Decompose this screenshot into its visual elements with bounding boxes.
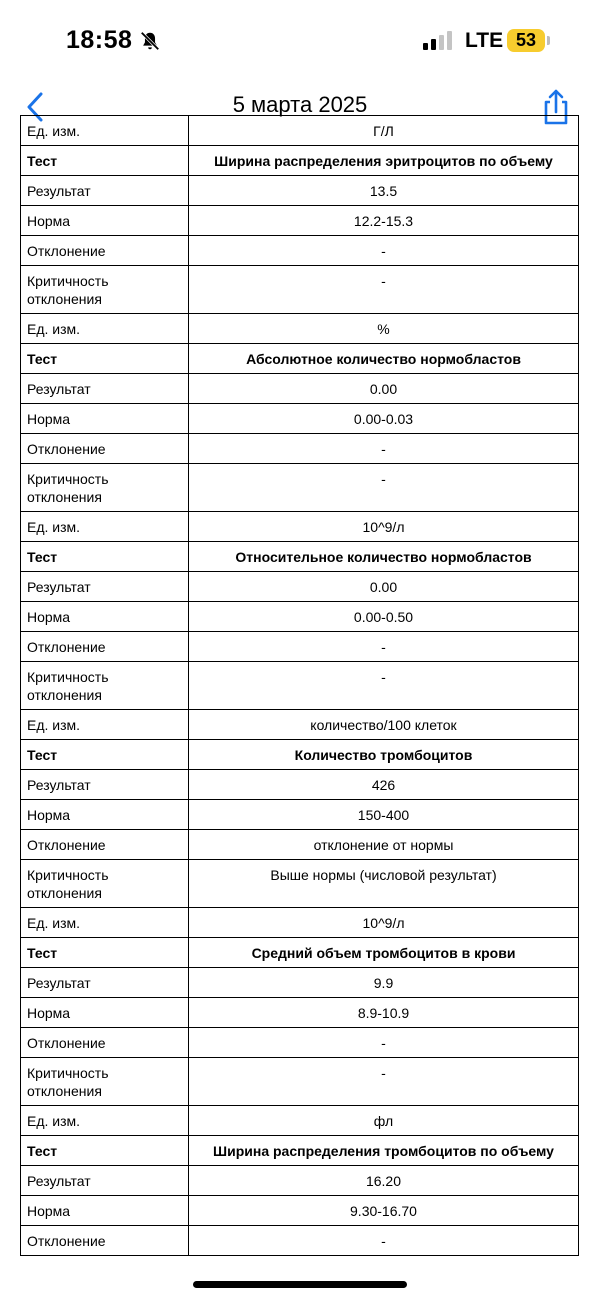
row-label: Ед. изм. <box>21 1106 189 1136</box>
table-row <box>21 314 579 344</box>
row-label: Тест <box>21 938 189 968</box>
row-label: Норма <box>21 1196 189 1226</box>
battery-level: 53 <box>507 29 545 52</box>
row-label: Результат <box>21 572 189 602</box>
test-name: Относительное количество нормобластов <box>189 542 579 572</box>
row-label: Результат <box>21 1166 189 1196</box>
row-value: - <box>189 266 579 314</box>
row-value: - <box>189 632 579 662</box>
row-value: 10^9/л <box>189 908 579 938</box>
row-value: - <box>189 464 579 512</box>
table-row <box>21 374 579 404</box>
page-title: 5 марта 2025 <box>232 92 368 117</box>
row-label: Ед. изм. <box>21 314 189 344</box>
test-header-row <box>21 146 579 176</box>
row-value: - <box>189 662 579 710</box>
table-row <box>21 236 579 266</box>
table-row <box>21 830 579 860</box>
row-value: 16.20 <box>189 1166 579 1196</box>
table-row <box>21 1166 579 1196</box>
row-label: Ед. изм. <box>21 116 189 146</box>
row-label: Отклонение <box>21 632 189 662</box>
table-row <box>21 176 579 206</box>
row-value: 9.9 <box>189 968 579 998</box>
row-value: 8.9-10.9 <box>189 998 579 1028</box>
status-bar <box>0 0 600 80</box>
row-label: Ед. изм. <box>21 710 189 740</box>
row-value: - <box>189 1058 579 1106</box>
row-label: Тест <box>21 740 189 770</box>
table-row <box>21 434 579 464</box>
row-label: Отклонение <box>21 1226 189 1256</box>
row-value: фл <box>189 1106 579 1136</box>
row-label: Тест <box>21 542 189 572</box>
row-value: 0.00 <box>189 572 579 602</box>
battery-icon <box>547 36 550 45</box>
row-label: Результат <box>21 770 189 800</box>
table-row <box>21 266 579 314</box>
row-label: Критичность отклонения <box>21 266 189 314</box>
row-label: Результат <box>21 176 189 206</box>
row-label: Ед. изм. <box>21 908 189 938</box>
test-header-row <box>21 1136 579 1166</box>
test-name: Ширина распределения эритроцитов по объему <box>189 146 579 176</box>
table-row <box>21 770 579 800</box>
row-label: Отклонение <box>21 1028 189 1058</box>
table-row <box>21 512 579 542</box>
row-value: - <box>189 1226 579 1256</box>
table-row <box>21 464 579 512</box>
table-row <box>21 404 579 434</box>
row-label: Тест <box>21 344 189 374</box>
row-label: Норма <box>21 206 189 236</box>
row-value: 12.2-15.3 <box>189 206 579 236</box>
row-label: Критичность отклонения <box>21 464 189 512</box>
table-row <box>21 1226 579 1256</box>
test-header-row <box>21 740 579 770</box>
home-indicator[interactable] <box>193 1281 407 1288</box>
results-table <box>20 115 579 1256</box>
table-row <box>21 206 579 236</box>
table-row <box>21 1028 579 1058</box>
table-row <box>21 710 579 740</box>
row-value: 0.00 <box>189 374 579 404</box>
row-label: Критичность отклонения <box>21 1058 189 1106</box>
row-label: Тест <box>21 1136 189 1166</box>
test-name: Абсолютное количество нормобластов <box>189 344 579 374</box>
row-label: Критичность отклонения <box>21 662 189 710</box>
bell-muted-icon <box>139 30 161 52</box>
row-value: 9.30-16.70 <box>189 1196 579 1226</box>
row-value: 150-400 <box>189 800 579 830</box>
table-row <box>21 662 579 710</box>
test-name: Количество тромбоцитов <box>189 740 579 770</box>
table-row <box>21 1196 579 1226</box>
row-label: Норма <box>21 602 189 632</box>
row-value: - <box>189 434 579 464</box>
table-row <box>21 860 579 908</box>
test-header-row <box>21 542 579 572</box>
test-name: Ширина распределения тромбоцитов по объему <box>189 1136 579 1166</box>
row-value: 10^9/л <box>189 512 579 542</box>
row-value: Выше нормы (числовой результат) <box>189 860 579 908</box>
row-label: Результат <box>21 968 189 998</box>
test-name: Средний объем тромбоцитов в крови <box>189 938 579 968</box>
row-label: Критичность отклонения <box>21 860 189 908</box>
table-row <box>21 1058 579 1106</box>
row-value: - <box>189 1028 579 1058</box>
row-value: % <box>189 314 579 344</box>
test-header-row <box>21 344 579 374</box>
cellular-signal-icon <box>423 30 455 50</box>
row-value: 13.5 <box>189 176 579 206</box>
results-scroll-area[interactable] <box>0 122 600 1253</box>
network-type: LTE <box>465 29 504 52</box>
row-value: Г/Л <box>189 116 579 146</box>
table-row <box>21 968 579 998</box>
row-label: Норма <box>21 998 189 1028</box>
row-label: Результат <box>21 374 189 404</box>
row-value: отклонение от нормы <box>189 830 579 860</box>
table-row <box>21 572 579 602</box>
table-row <box>21 1106 579 1136</box>
table-row <box>21 800 579 830</box>
row-label: Отклонение <box>21 236 189 266</box>
row-value: 426 <box>189 770 579 800</box>
table-row <box>21 998 579 1028</box>
row-label: Тест <box>21 146 189 176</box>
table-row <box>21 908 579 938</box>
row-value: 0.00-0.03 <box>189 404 579 434</box>
row-label: Ед. изм. <box>21 512 189 542</box>
row-value: количество/100 клеток <box>189 710 579 740</box>
row-label: Норма <box>21 404 189 434</box>
row-value: - <box>189 236 579 266</box>
row-label: Отклонение <box>21 830 189 860</box>
row-label: Норма <box>21 800 189 830</box>
row-value: 0.00-0.50 <box>189 602 579 632</box>
table-row <box>21 116 579 146</box>
table-row <box>21 632 579 662</box>
status-time: 18:58 <box>66 26 133 54</box>
table-row <box>21 602 579 632</box>
test-header-row <box>21 938 579 968</box>
row-label: Отклонение <box>21 434 189 464</box>
